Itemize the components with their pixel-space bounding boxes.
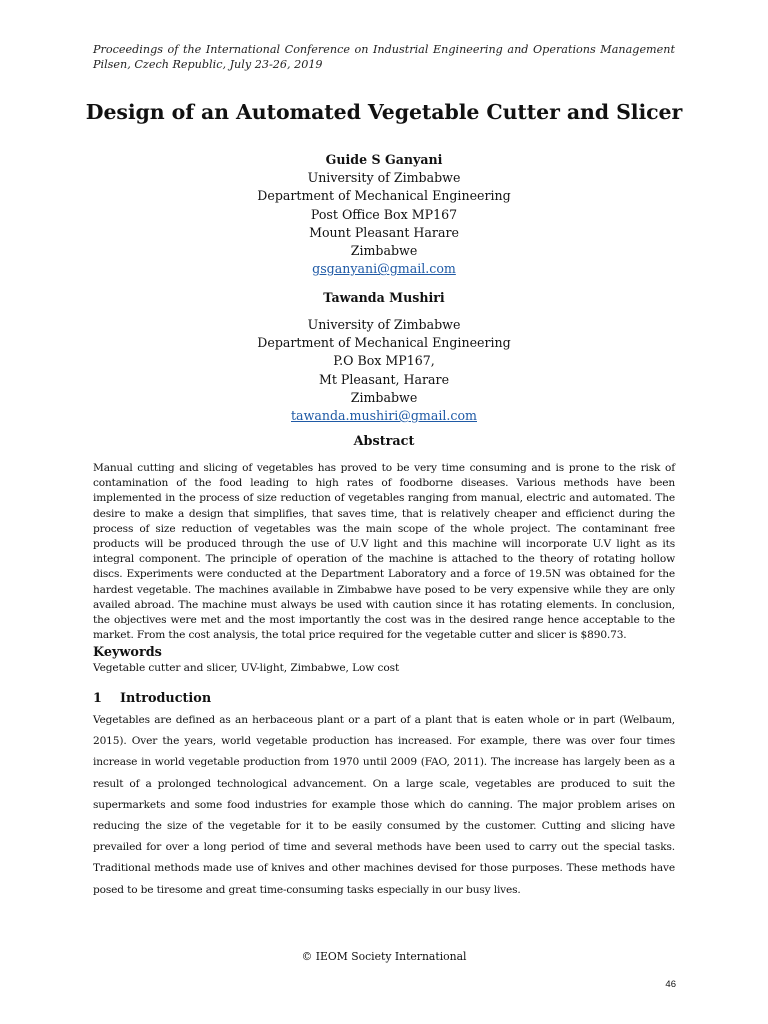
- author-email-link[interactable]: gsganyani@gmail.com: [312, 261, 456, 277]
- author-name: Tawanda Mushiri: [323, 290, 445, 305]
- introduction-text: Vegetables are defined as an herbaceous plant or a part of a plant that is eaten whole or in part (Welbaum, 2015). Over the years, world vegetable production has increased. For example, there was over four times increase in world vegetable production from 1970 until 2009 (FAO, 2011). The increase has largely been as a result of a prolonged technological advancement. On a large scale, vegetables are produced to suit the supermarkets and some food industries for example those which do canning. The major problem arises on reducing the size of the vegetable for it to be easily consumed by the customer. Cutting and slicing have prevailed for over a long period of time and several methods have been used to carry out the special tasks. Traditional methods made use of knives and other machines devised for those purposes. These methods have posed to be tiresome and great time-consuming tasks especially in our busy lives.: [93, 714, 675, 896]
- section-title: Introduction: [120, 691, 212, 706]
- keywords-text: Vegetable cutter and slicer, UV-light, Zimbabwe, Low cost: [93, 662, 400, 674]
- author-affiliation-line: University of Zimbabwe: [307, 317, 461, 332]
- section-heading: [93, 691, 211, 706]
- author-affiliation-line: Zimbabwe: [350, 389, 418, 405]
- paper-title: Design of an Automated Vegetable Cutter and Slicer: [85, 100, 683, 124]
- keywords-heading: Keywords: [93, 645, 162, 660]
- author-email-link[interactable]: tawanda.mushiri@gmail.com: [291, 408, 477, 424]
- page-number: 46: [665, 979, 676, 990]
- author-name: Guide S Ganyani: [325, 152, 443, 167]
- author-affiliation-line: University of Zimbabwe: [307, 170, 461, 186]
- header-line-2: Pilsen, Czech Republic, July 23-26, 2019: [93, 58, 323, 71]
- author-affiliation-line: Mount Pleasant Harare: [309, 224, 459, 240]
- author-block-2: [0, 316, 768, 425]
- author-block-1: [0, 151, 768, 278]
- author-affiliation-line: Post Office Box MP167: [310, 206, 458, 222]
- author-affiliation-line: Zimbabwe: [350, 243, 418, 259]
- author-affiliation-line: Department of Mechanical Engineering: [257, 335, 511, 351]
- abstract-text: Manual cutting and slicing of vegetables has proved to be very time consuming and is prone to the risk of contamination of the food leading to high rates of foodborne diseases. Various methods have been implemented in the process of size reduction of vegetables ranging from manual, electric and automated. The desire to make a design that simplifies, that saves time, that is relatively cheaper and efficienct during the process of size reduction of vegetables was the main scope of the whole project. The contaminant free products will be produced through the use of U.V light and this machine will incorporate U.V light as its integral component. The principle of operation of the machine is attached to the theory of rotating hollow discs. Experiments were conducted at the Department Laboratory and a force of 19.5N was obtained for the hardest vegetable. The machines available in Zimbabwe have posed to be very expensive while they are only availed abroad. The machine must always be used with caution since it has rotating elements. In conclusion, the objectives were met and the most importantly the cost was in the desired range hence acceptable to the market. From the cost analysis, the total price required for the vegetable cutter and slicer is $890.73.: [93, 462, 675, 642]
- abstract-heading: Abstract: [353, 434, 415, 449]
- header-line-1: Proceedings of the International Conference on Industrial Engineering and Operations Management: [93, 43, 675, 56]
- author-affiliation-line: Mt Pleasant, Harare: [318, 371, 450, 387]
- section-number: 1: [93, 691, 102, 706]
- author-affiliation-line: Department of Mechanical Engineering: [257, 188, 511, 204]
- author-affiliation-line: P.O Box MP167,: [333, 353, 435, 369]
- page-footer: © IEOM Society International: [301, 950, 467, 963]
- running-header: [93, 42, 675, 72]
